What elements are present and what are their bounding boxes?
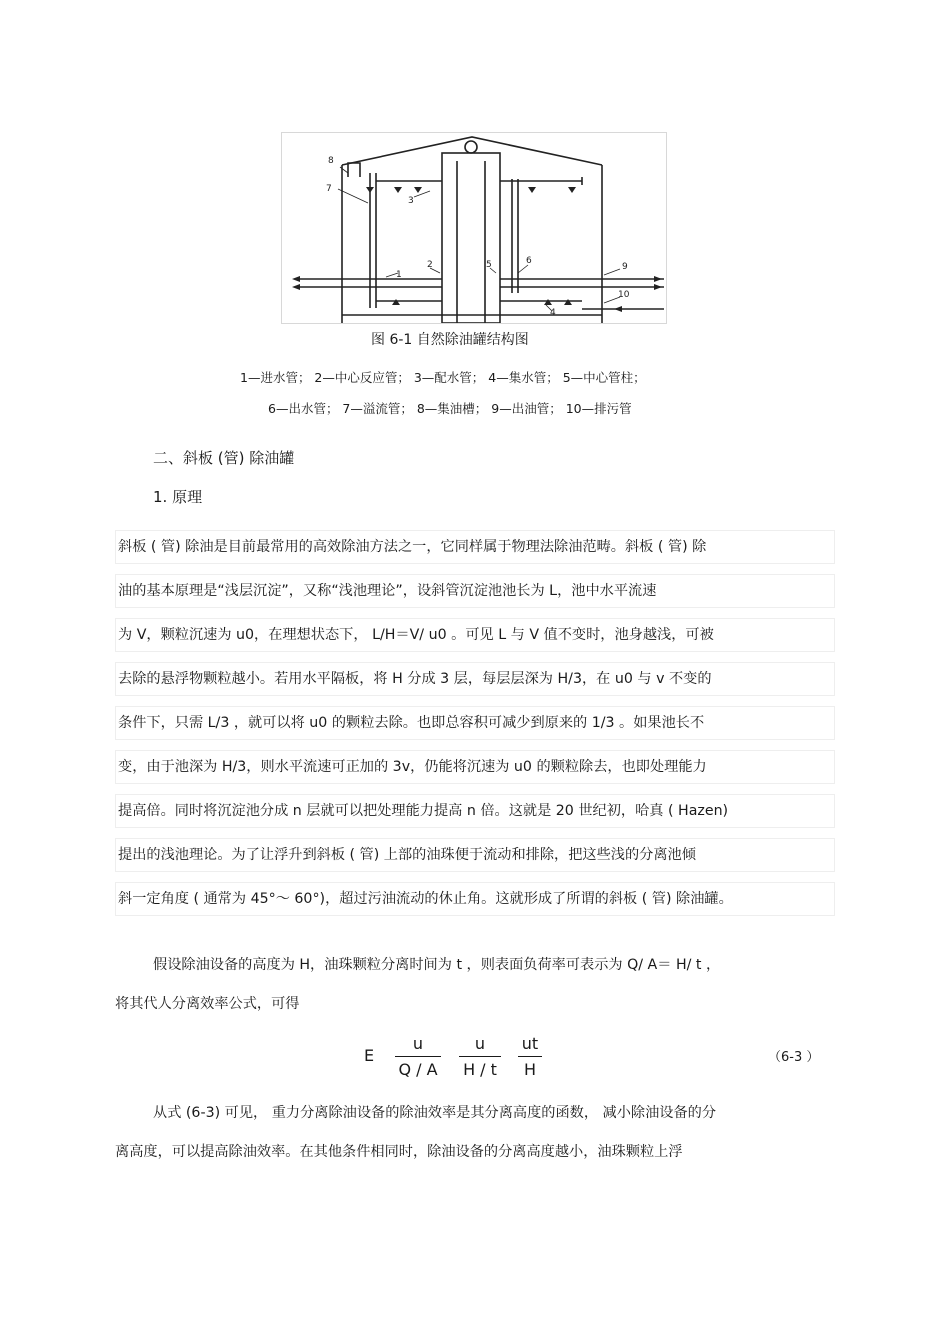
nozzle-marker: [564, 299, 572, 305]
flow-arrow: [654, 276, 662, 282]
figure-legend-line-1: 1—进水管； 2—中心反应管； 3—配水管； 4—集水管； 5—中心管柱；: [240, 370, 646, 385]
callout-9: 9: [622, 262, 628, 272]
subsection-heading: 1. 原理: [153, 488, 203, 506]
nozzle-marker: [366, 187, 374, 193]
flow-arrow: [654, 284, 662, 290]
nozzle-marker: [394, 187, 402, 193]
paragraph-1-line: 为 V，颗粒沉速为 u0，在理想状态下， L/H＝V/ u0 。可见 L 与 V 值不变时，池身越浅，可被: [115, 618, 835, 652]
fraction-3-denominator: H: [523, 1060, 537, 1079]
fraction-3-numerator: ut: [521, 1034, 539, 1053]
callout-1: 1: [396, 270, 402, 280]
equation-lhs: E: [364, 1046, 375, 1065]
tank-diagram: [282, 133, 666, 323]
paragraph-1-line: 斜板 ( 管) 除油是目前最常用的高效除油方法之一，它同样属于物理法除油范畴。斜板 ( 管) 除: [115, 530, 835, 564]
nozzle-marker: [568, 187, 576, 193]
paragraph-3-line-2: 离高度，可以提高除油效率。在其他条件相同时，除油设备的分离高度越小，油珠颗粒上浮: [115, 1144, 683, 1160]
fraction-1-numerator: u: [412, 1034, 424, 1053]
paragraph-1-line: 斜一定角度 ( 通常为 45°～ 60°)，超过污油流动的休止角。这就形成了所谓的斜板 ( 管) 除油罐。: [115, 882, 835, 916]
section-heading: 二、斜板 (管) 除油罐: [153, 449, 295, 467]
center-column: [442, 153, 500, 323]
paragraph-2-line-1: 假设除油设备的高度为 H，油珠颗粒分离时间为 t ，则表面负荷率可表示为 Q∕ A＝ H∕ t ，: [153, 957, 721, 973]
paragraph-1-line: 去除的悬浮物颗粒越小。若用水平隔板，将 H 分成 3 层，每层层深为 H/3，在 u0 与 v 不变的: [115, 662, 835, 696]
nozzle-marker: [414, 187, 422, 193]
fraction-1-denominator: Q / A: [398, 1060, 438, 1079]
vent-circle: [465, 141, 477, 153]
flow-arrow: [614, 306, 622, 312]
flow-arrow: [292, 284, 300, 290]
paragraph-1-line: 条件下，只需 L/3 ，就可以将 u0 的颗粒去除。也即总容积可减少到原来的 1/3 。如果池长不: [115, 706, 835, 740]
equation-number: （6-3 ）: [768, 1050, 820, 1065]
fraction-2-denominator: H / t: [463, 1060, 497, 1079]
paragraph-1-line: 变，由于池深为 H/3，则水平流速可正加的 3v，仍能将沉速为 u0 的颗粒除去，也即处理能力: [115, 750, 835, 784]
equation-fraction-3: [518, 1034, 542, 1079]
fraction-2-numerator: u: [474, 1034, 486, 1053]
callout-6: 6: [526, 256, 532, 266]
nozzle-marker: [544, 299, 552, 305]
figure-caption: 图 6-1 自然除油罐结构图: [371, 332, 529, 348]
paragraph-1-line: 油的基本原理是“浅层沉淀”，又称“浅池理论”，设斜管沉淀池池长为 L，池中水平流速: [115, 574, 835, 608]
paragraph-2-line-2: 将其代人分离效率公式，可得: [115, 996, 300, 1012]
callout-8: 8: [328, 156, 334, 166]
callout-3: 3: [408, 196, 414, 206]
figure-legend-line-2: 6—出水管； 7—溢流管； 8—集油槽； 9—出油管； 10—排污管: [268, 401, 632, 416]
equation-fraction-1: [395, 1034, 441, 1079]
callout-5: 5: [486, 260, 492, 270]
flow-arrow: [292, 276, 300, 282]
nozzle-marker: [392, 299, 400, 305]
callout-2: 2: [427, 260, 433, 270]
callout-4: 4: [550, 308, 556, 318]
tank-structure-figure: [281, 132, 667, 324]
callout-7: 7: [326, 184, 332, 194]
callout-10: 10: [618, 290, 630, 300]
nozzle-marker: [528, 187, 536, 193]
paragraph-1-line: 提出的浅池理论。为了让浮升到斜板 ( 管) 上部的油珠便于流动和排除，把这些浅的分离池倾: [115, 838, 835, 872]
equation-fraction-2: [459, 1034, 501, 1079]
paragraph-1-line: 提高倍。同时将沉淀池分成 n 层就可以把处理能力提高 n 倍。这就是 20 世纪初，哈真 ( Hazen): [115, 794, 835, 828]
paragraph-3-line-1: 从式 (6-3) 可见， 重力分离除油设备的除油效率是其分离高度的函数， 减小除油设备的分: [153, 1105, 717, 1121]
